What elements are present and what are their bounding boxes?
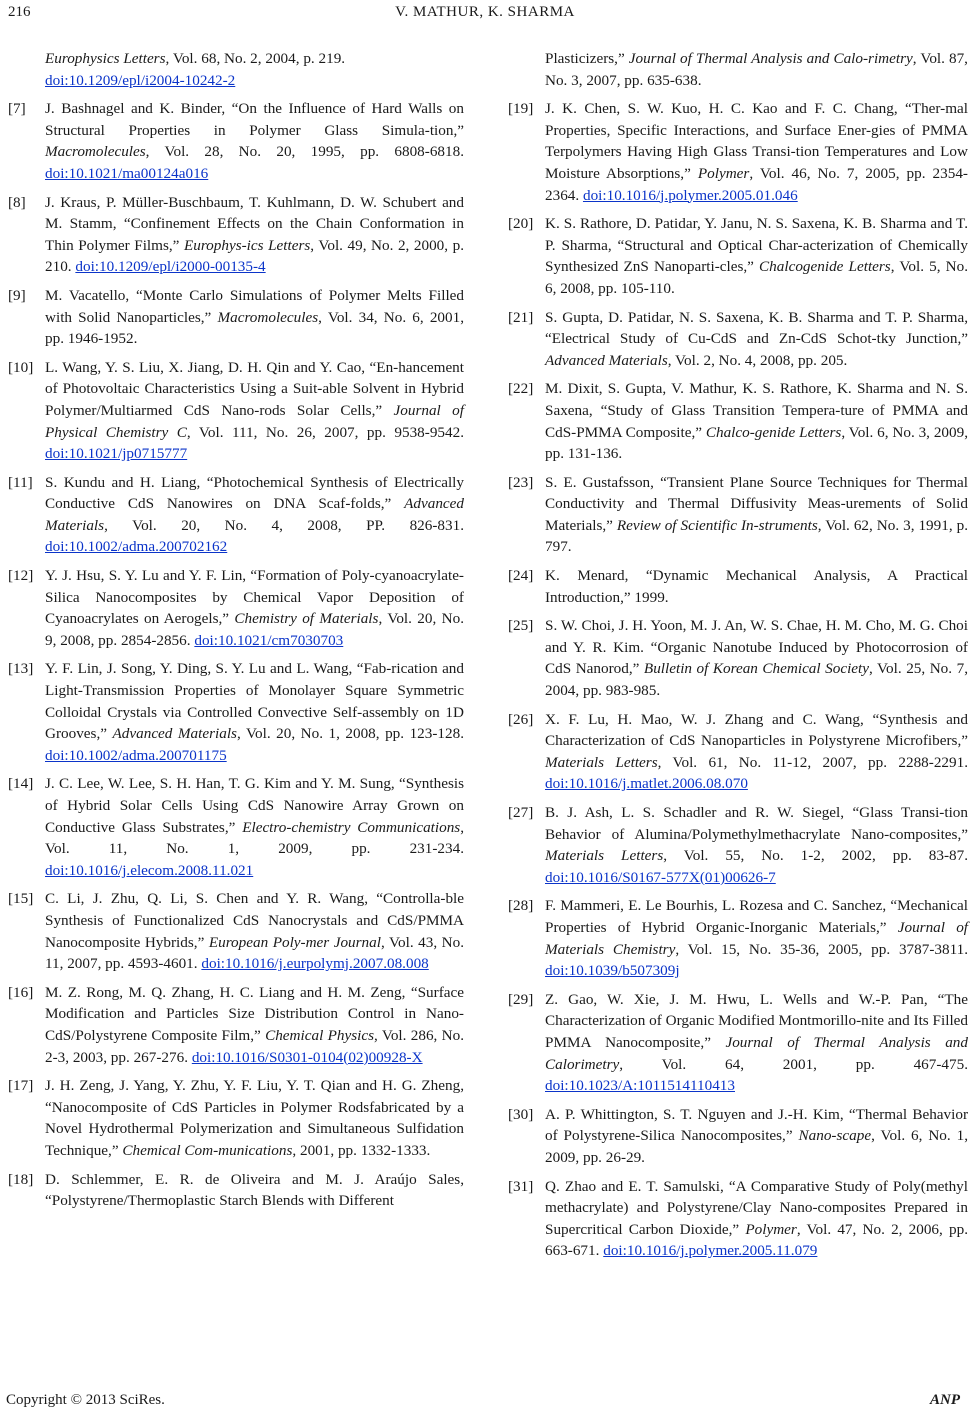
reference-details: , Vol. 64, 2001, pp. 467-475.: [619, 1055, 968, 1073]
reference-journal: Review of Scientific In-struments: [616, 516, 818, 534]
reference-details: , Vol. 28, No. 20, 1995, pp. 6808-6818.: [145, 143, 464, 161]
reference-text: Q. Zhao and E. T. Samulski, “A Comparative Study of Poly(methyl methacrylate) and Polystyrene/Clay Nano-composites Prepared in Supercritical Carbon Dioxide,”: [545, 1177, 968, 1238]
reference-body: [545, 307, 968, 372]
reference-item: [8, 192, 464, 278]
journal-abbreviation: ANP: [930, 1392, 960, 1408]
reference-text: J. Bashnagel and K. Binder, “On the Influence of Hard Walls on Structural Properties in Polymer Glass Simula-tion,”: [45, 100, 464, 139]
reference-number: [26]: [508, 710, 534, 728]
reference-item: [508, 565, 968, 608]
reference-body: [545, 378, 968, 464]
reference-details: , Vol. 34, No. 6, 2001, pp. 1946-1952.: [45, 308, 465, 348]
reference-item: [8, 98, 464, 184]
reference-item: [508, 98, 968, 206]
reference-details: , Vol. 6, No. 1, 2009, pp. 26-29.: [545, 1127, 969, 1166]
reference-body: [45, 982, 464, 1068]
reference-body: [545, 565, 968, 608]
reference-body: [45, 888, 464, 974]
doi-link[interactable]: doi:10.1016/j.elecom.2008.11.021: [45, 861, 254, 879]
reference-text: J. K. Chen, S. W. Kuo, H. C. Kao and F. C. Chang, “Ther-mal Properties, Specific Interactions, and Surface Ener-gies of PMMA Terpolymers Having High Glass Transi-tion Temperatures and Low Moisture Absorptions,”: [545, 100, 968, 182]
reference-item: [8, 982, 464, 1068]
reference-number: [27]: [508, 804, 534, 821]
left-column: [8, 48, 464, 1219]
reference-journal: Bulletin of Korean Chemical Society: [643, 660, 869, 678]
reference-journal: Journal of Thermal Analysis and Calo-rimetry: [628, 50, 913, 67]
reference-continuation: [8, 48, 464, 91]
reference-text: Z. Gao, W. Xie, J. M. Hwu, L. Wells and W.-P. Pan, “The Characterization of Organic Modified Montmorillo-nite and Its Filled PMMA Nanocomposite,”: [545, 990, 968, 1051]
reference-item: [8, 1169, 464, 1212]
reference-body: [545, 709, 968, 795]
reference-text: X. F. Lu, H. Mao, W. J. Zhang and C. Wang, “Synthesis and Characterization of CdS Nanoparticles in Polystyrene Microfibers,”: [545, 710, 968, 750]
reference-item: [508, 1176, 968, 1262]
reference-journal: Journal of Thermal Analysis and Calorimetry: [545, 1033, 968, 1073]
reference-details: , Vol. 15, No. 35-36, 2005, pp. 3787-3811.: [675, 940, 968, 958]
reference-details: , Vol. 49, No. 2, 2000, p. 210.: [45, 236, 465, 276]
reference-journal: Macromolecules: [217, 308, 319, 326]
reference-text: B. J. Ash, L. S. Schadler and R. W. Siegel, “Glass Transi-tion Behavior of Alumina/Polymethylmethacrylate Nano-composites,”: [545, 804, 968, 843]
reference-journal: Journal of Materials Chemistry: [545, 918, 969, 958]
reference-body: [45, 1169, 464, 1212]
doi-link[interactable]: doi:10.1023/A:1011514110413: [545, 1077, 735, 1095]
doi-link[interactable]: doi:10.1016/j.polymer.2005.11.079: [603, 1242, 818, 1260]
reference-number: [29]: [508, 990, 534, 1008]
reference-text: S. W. Choi, J. H. Yoon, M. J. An, W. S. Chae, H. M. Cho, M. G. Choi and Y. R. Kim. “Organic Nanotube Induced by Photocorrosion of CdS Nanorod,”: [545, 617, 968, 678]
reference-number: [20]: [508, 215, 534, 233]
reference-journal: Chemistry of Materials: [234, 610, 379, 628]
reference-number: [7]: [8, 100, 26, 118]
reference-item: [508, 709, 968, 795]
reference-number: [16]: [8, 983, 34, 1001]
reference-text: Y. F. Lin, J. Song, Y. Ding, S. Y. Lu and L. Wang, “Fab-rication and Light-Transmission Properties of Monolayer Square Symmetric Colloidal Crystals via Controlled Convective Self-assembly on 1D Grooves,”: [45, 660, 464, 743]
reference-details: , 2001, pp. 1332-1333.: [292, 1141, 431, 1159]
reference-body: [45, 98, 464, 184]
reference-item: [508, 472, 968, 558]
reference-journal: Materials Letters: [545, 847, 664, 865]
reference-item: [8, 285, 464, 350]
doi-link[interactable]: doi:10.1021/jp0715777: [45, 445, 188, 463]
reference-item: [508, 378, 968, 464]
left-reference-list: [8, 98, 464, 1212]
running-head: V. MATHUR, K. SHARMA: [395, 4, 575, 20]
reference-number: [12]: [8, 567, 34, 585]
reference-details: , Vol. 61, No. 11-12, 2007, pp. 2288-2291.: [657, 753, 968, 771]
reference-details: , Vol. 2, No. 4, 2008, pp. 205.: [667, 351, 848, 369]
page-number: 216: [8, 4, 31, 20]
reference-body: [545, 895, 968, 981]
reference-number: [9]: [8, 286, 26, 304]
reference-number: [14]: [8, 775, 34, 793]
reference-details: , Vol. 111, No. 26, 2007, pp. 9538-9542.: [186, 423, 465, 441]
reference-details: , Vol. 286, No. 2-3, 2003, pp. 267-276.: [45, 1026, 465, 1066]
reference-number: [28]: [508, 897, 534, 915]
reference-number: [10]: [8, 358, 34, 376]
doi-link[interactable]: doi:10.1021/ma00124a016: [45, 164, 209, 182]
reference-number: [11]: [8, 473, 33, 491]
reference-number: [18]: [8, 1170, 34, 1188]
reference-number: [23]: [508, 473, 534, 491]
reference-details: , Vol. 20, No. 9, 2008, pp. 2854-2856.: [45, 610, 464, 649]
reference-item: [508, 213, 968, 299]
reference-body: [545, 989, 968, 1097]
reference-details: , Vol. 43, No. 11, 2007, pp. 4593-4601.: [45, 933, 465, 973]
reference-journal: Advanced Materials: [112, 725, 237, 743]
reference-number: [21]: [508, 308, 534, 326]
right-reference-list: [508, 98, 968, 1262]
reference-body: [545, 802, 968, 888]
reference-journal: Chalco-genide Letters: [705, 423, 842, 441]
reference-journal: Advanced Materials: [545, 351, 668, 369]
reference-details: , Vol. 87, No. 3, 2007, pp. 635-638.: [545, 50, 968, 89]
reference-body: [545, 472, 968, 558]
reference-number: [25]: [508, 617, 534, 635]
reference-body: [45, 472, 464, 558]
reference-text: S. Kundu and H. Liang, “Photochemical Synthesis of Electrically Conductive CdS Nanowires on DNA Scaf-folds,”: [45, 473, 464, 513]
copyright-notice: Copyright © 2013 SciRes.: [6, 1392, 165, 1408]
reference-body: [45, 192, 464, 278]
reference-item: [508, 307, 968, 372]
reference-item: [508, 1104, 968, 1169]
reference-text: Plasticizers,”: [545, 50, 629, 67]
reference-number: [24]: [508, 567, 534, 585]
reference-text: M. Z. Rong, M. Q. Zhang, H. C. Liang and H. M. Zeng, “Surface Modification and Particles Size Distribution Control in Nano-CdS/Polystyrene Composite Film,”: [45, 983, 464, 1044]
page-footer: [0, 1392, 970, 1412]
reference-number: [31]: [508, 1177, 534, 1195]
reference-number: [22]: [508, 380, 534, 398]
reference-journal: Nano-scape: [798, 1127, 872, 1145]
reference-text: S. E. Gustafsson, “Transient Plane Source Techniques for Thermal Conductivity and Thermal Diffusivity Meas-urements of Solid Materials,”: [545, 473, 968, 534]
reference-item: [508, 895, 968, 981]
reference-details: , Vol. 62, No. 3, 1991, p. 797.: [545, 516, 968, 556]
reference-number: [17]: [8, 1077, 34, 1095]
doi-link[interactable]: doi:10.1209/epl/i2004-10242-2: [45, 71, 236, 89]
reference-details: , Vol. 6, No. 3, 2009, pp. 131-136.: [545, 423, 968, 463]
reference-text: D. Schlemmer, E. R. de Oliveira and M. J. Araújo Sales, “Polystyrene/Thermoplastic Starch Blends with Different: [45, 1170, 464, 1210]
reference-journal: Electro-chemistry Communications: [242, 818, 461, 836]
doi-link[interactable]: doi:10.1021/cm7030703: [194, 631, 344, 649]
reference-body: [545, 213, 968, 299]
doi-link[interactable]: doi:10.1016/S0167-577X(01)00626-7: [545, 868, 776, 886]
reference-journal: Europhysics Letters: [45, 50, 166, 67]
reference-item: [8, 357, 464, 465]
reference-details: , Vol. 20, No. 4, 2008, PP. 826-831.: [104, 516, 464, 534]
reference-details: , Vol. 20, No. 1, 2008, pp. 123-128.: [236, 725, 465, 743]
reference-details: , Vol. 55, No. 1-2, 2002, pp. 83-87.: [663, 847, 968, 865]
reference-body: [545, 1176, 968, 1262]
doi-link[interactable]: doi:10.1209/epl/i2000-00135-4: [75, 258, 266, 276]
reference-details: , Vol. 68, No. 2, 2004, p. 219.: [165, 50, 346, 67]
reference-text: J. C. Lee, W. Lee, S. H. Han, T. G. Kim and Y. M. Sung, “Synthesis of Hybrid Solar Cells Using CdS Nanowire Array Grown on Conductive Glass Substrates,”: [45, 775, 464, 836]
doi-link[interactable]: doi:10.1016/j.polymer.2005.01.046: [582, 186, 798, 204]
doi-link[interactable]: doi:10.1016/j.matlet.2006.08.070: [545, 775, 748, 793]
reference-journal: Journal of Physical Chemistry C: [45, 401, 464, 441]
reference-number: [8]: [8, 193, 26, 211]
reference-text: K. Menard, “Dynamic Mechanical Analysis, A Practical Introduction,” 1999.: [545, 567, 968, 606]
reference-text: A. P. Whittington, S. T. Nguyen and J.-H. Kim, “Thermal Behavior of Polystyrene-Silica Nanocomposites,”: [545, 1105, 968, 1145]
reference-journal: Advanced Materials: [45, 495, 464, 534]
reference-text: S. Gupta, D. Patidar, N. S. Saxena, K. B. Sharma and T. P. Sharma, “Electrical Study of Cu-CdS and Zn-CdS Schot-tky Junction,”: [545, 308, 968, 348]
reference-details: , Vol. 47, No. 2, 2006, pp. 663-671.: [545, 1220, 968, 1260]
reference-details: , Vol. 46, No. 7, 2005, pp. 2354-2364.: [545, 164, 968, 204]
reference-text: J. Kraus, P. Müller-Buschbaum, T. Kuhlmann, D. W. Schubert and M. Stamm, “Confinement Effects on the Chain Conformation in Thin Polymer Films,”: [45, 193, 464, 254]
reference-item: [8, 1075, 464, 1161]
right-column: [508, 48, 968, 1269]
reference-journal: Materials Letters: [545, 753, 658, 771]
doi-link[interactable]: doi:10.1002/adma.200702162: [45, 538, 228, 556]
reference-text: J. H. Zeng, J. Yang, Y. Zhu, Y. F. Liu, Y. T. Qian and H. G. Zheng, “Nanocomposite of CdS Particles in Polymer Rodsfabricated by a Novel Hydrothermal Polymerization and Simultaneous Sulfidation Technique,”: [45, 1077, 464, 1159]
reference-text: C. Li, J. Zhu, Q. Li, S. Chen and Y. R. Wang, “Controlla-ble Synthesis of Functionalized CdS Nanocrystals and CdS/PMMA Nanocomposite Hybrids,”: [45, 890, 464, 951]
reference-body: [45, 285, 464, 350]
reference-item: [508, 989, 968, 1097]
reference-text: L. Wang, Y. S. Liu, X. Jiang, D. H. Qin and Y. Cao, “En-hancement of Photovoltaic Characteristics Using a Suit-able Solvent in Hybrid Polymer/Multiarmed CdS Nano-rods Solar Cells,”: [45, 358, 464, 419]
reference-body: [45, 565, 464, 651]
reference-item: [8, 472, 464, 558]
reference-body: [45, 773, 464, 881]
reference-body: [545, 1104, 968, 1169]
reference-text: M. Vacatello, “Monte Carlo Simulations of Polymer Melts Filled with Solid Nanoparticles,”: [45, 286, 464, 326]
reference-number: [19]: [508, 100, 534, 118]
reference-text: Y. J. Hsu, S. Y. Lu and Y. F. Lin, “Formation of Poly-cyanoacrylate-Silica Nanocomposites by Chemical Vapor Deposition of Cyanoacrylates on Aerogels,”: [45, 567, 464, 628]
doi-link[interactable]: doi:10.1016/j.eurpolymj.2007.08.008: [201, 955, 429, 973]
reference-journal: European Poly-mer Journal: [208, 933, 381, 951]
reference-item: [8, 565, 464, 651]
reference-body: [545, 615, 968, 701]
reference-item: [508, 802, 968, 888]
reference-body: [545, 98, 968, 206]
reference-continuation: [508, 48, 968, 91]
reference-number: [15]: [8, 890, 34, 908]
reference-item: [8, 773, 464, 881]
reference-details: , Vol. 11, No. 1, 2009, pp. 231-234.: [45, 818, 464, 858]
page-header: [0, 0, 970, 30]
reference-journal: Polymer: [745, 1220, 797, 1238]
reference-body: [45, 658, 464, 766]
doi-link[interactable]: doi:10.1002/adma.200701175: [45, 746, 227, 764]
reference-item: [8, 888, 464, 974]
reference-journal: Chemical Physics: [265, 1026, 374, 1044]
reference-journal: Polymer: [697, 164, 750, 182]
reference-number: [13]: [8, 660, 34, 678]
doi-link[interactable]: doi:10.1039/b507309j: [545, 962, 680, 980]
reference-text: F. Mammeri, E. Le Bourhis, L. Rozesa and C. Sanchez, “Mechanical Properties of Hybrid Organic-Inorganic Materials,”: [545, 897, 968, 936]
reference-details: , Vol. 25, No. 7, 2004, pp. 983-985.: [545, 660, 968, 700]
reference-number: [30]: [508, 1105, 534, 1123]
reference-item: [8, 658, 464, 766]
reference-body: [45, 1075, 464, 1161]
reference-text: K. S. Rathore, D. Patidar, Y. Janu, N. S. Saxena, K. B. Sharma and T. P. Sharma, “Structural and Optical Char-acterization of Chemically Synthesized ZnS Nanoparti-cles,”: [545, 215, 968, 276]
reference-details: , Vol. 5, No. 6, 2008, pp. 105-110.: [545, 258, 969, 297]
reference-text: M. Dixit, S. Gupta, V. Mathur, K. S. Rathore, K. Sharma and N. S. Saxena, “Study of Glass Transition Tempera-ture of PMMA and CdS-PMMA Composite,”: [545, 380, 968, 441]
reference-journal: Macromolecules: [45, 143, 146, 161]
doi-link[interactable]: doi:10.1016/S0301-0104(02)00928-X: [191, 1048, 423, 1066]
reference-journal: Europhys-ics Letters: [183, 236, 311, 254]
reference-journal: Chalcogenide Letters: [759, 258, 891, 276]
reference-journal: Chemical Com-munications: [122, 1141, 293, 1159]
reference-body: [45, 357, 464, 465]
reference-item: [508, 615, 968, 701]
